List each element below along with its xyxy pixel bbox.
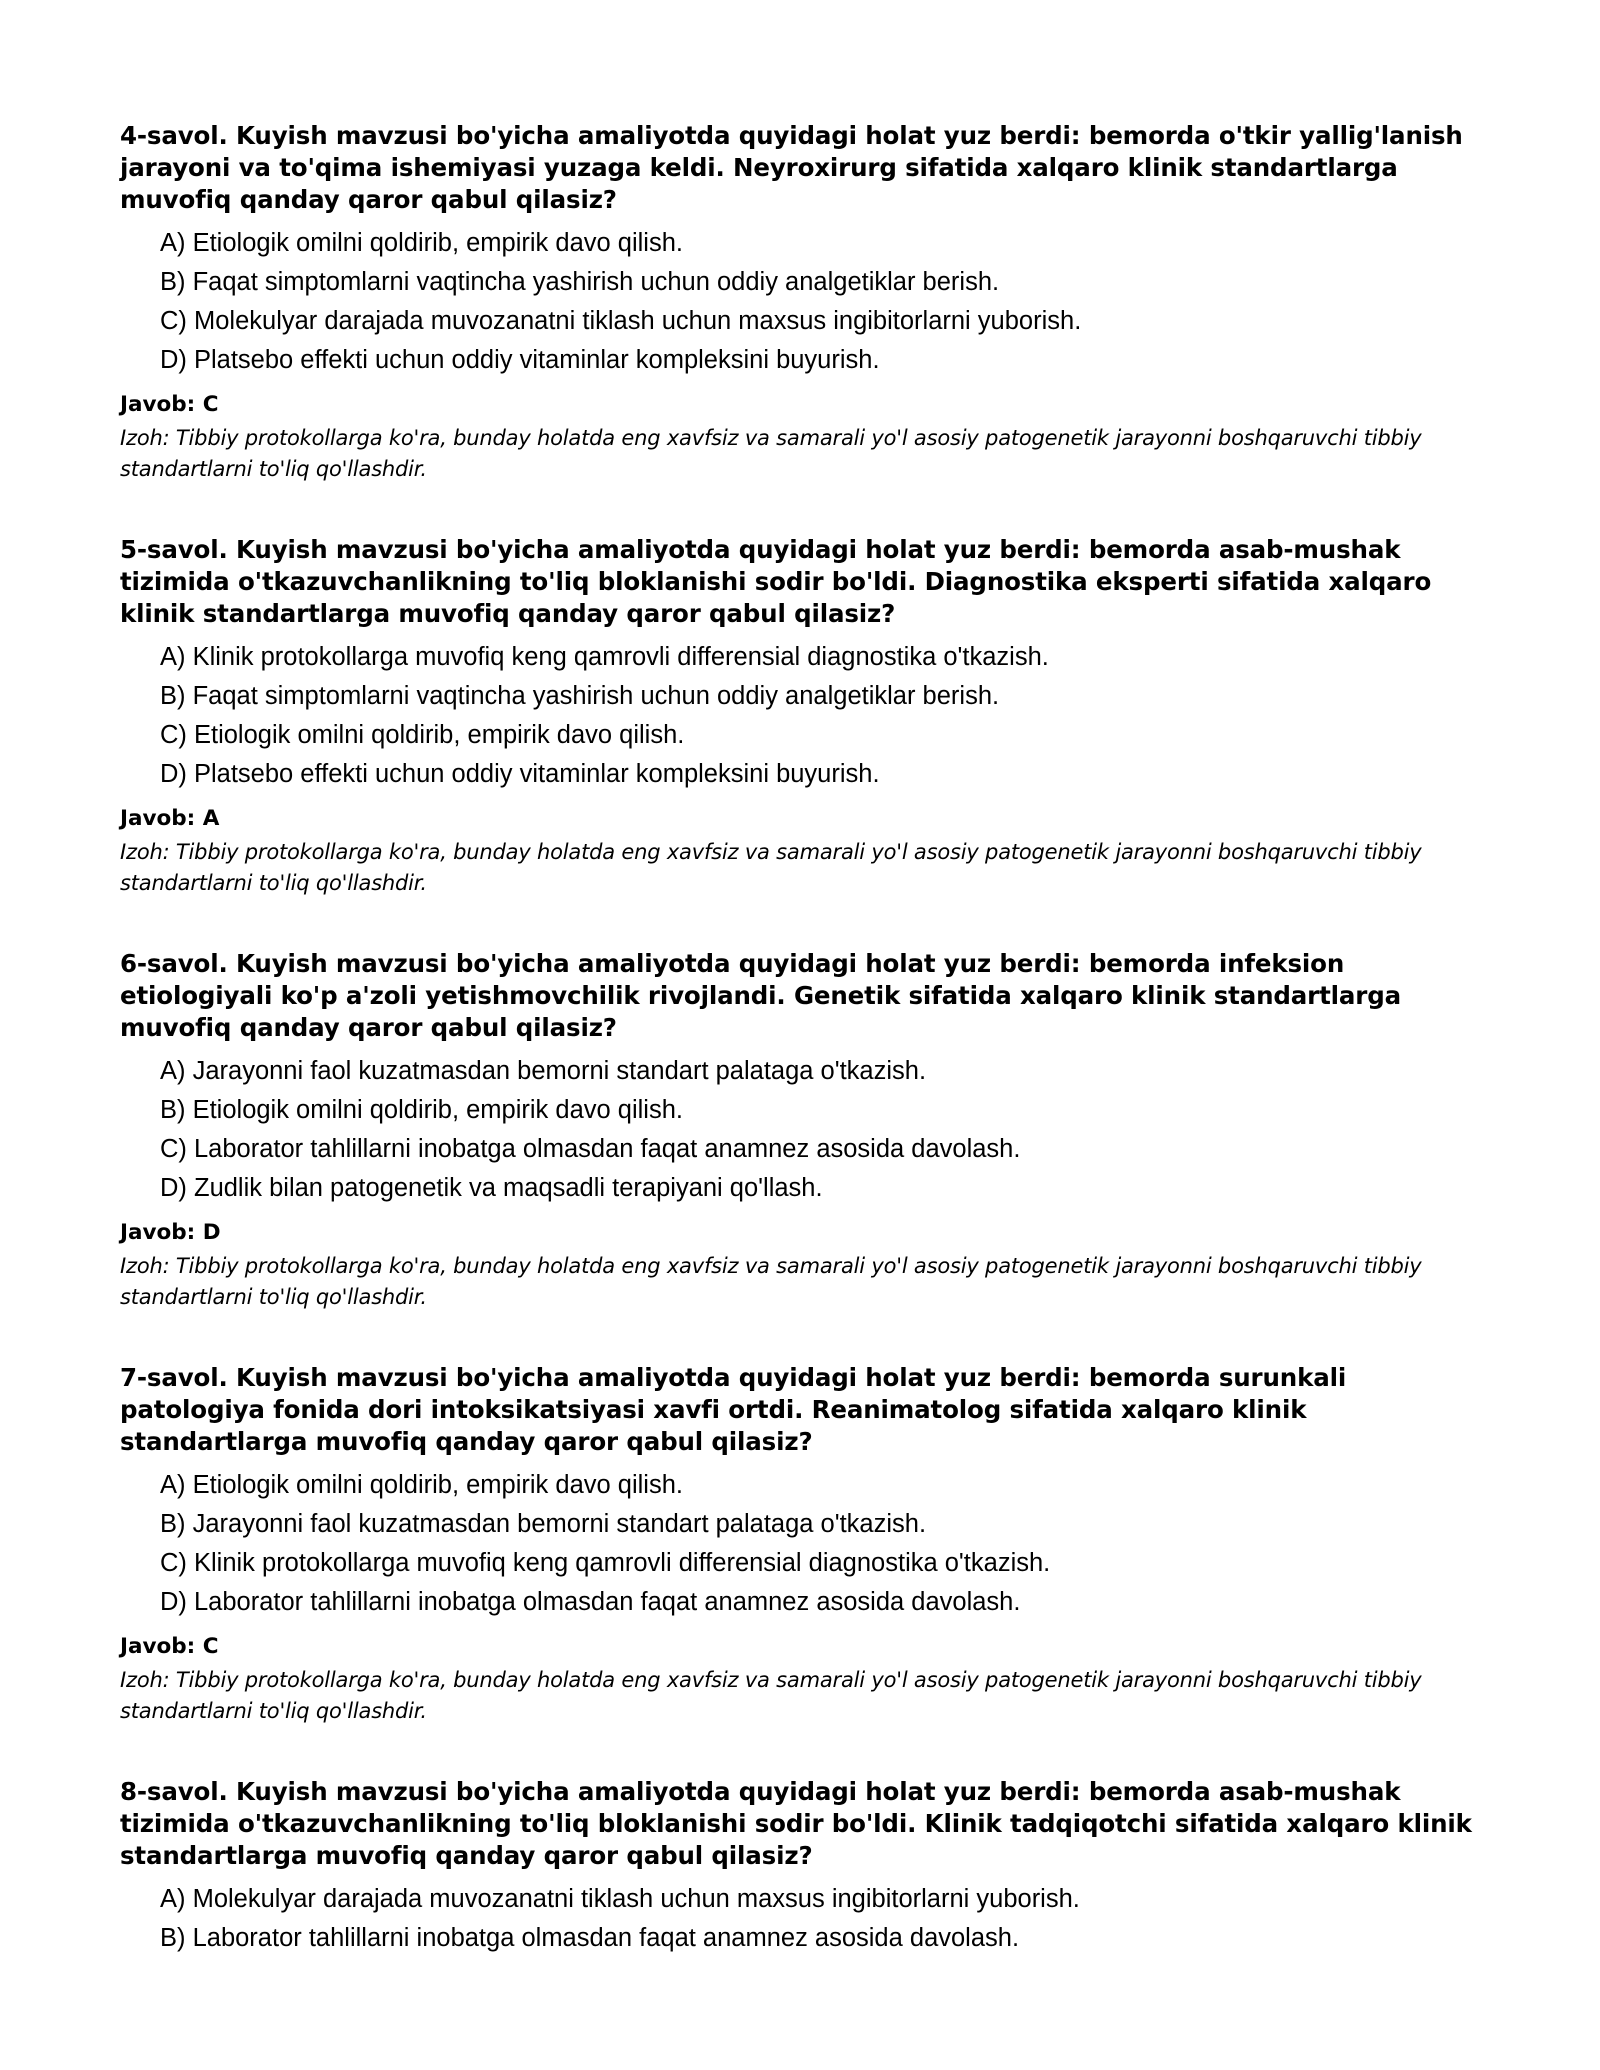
explanation-note: Izoh: Tibbiy protokollarga ko'ra, bunday holatda eng xavfsiz va samarali yo'l asosiy patogenetik jarayonni boshqaruvchi tibbiy standartlarni to'liq qo'llashdir. bbox=[120, 840, 1422, 895]
question-text: 5-savol. Kuyish mavzusi bo'yicha amaliyotda quyidagi holat yuz berdi: bemorda asab-mushak tizimida o'tkazuvchanlikning to'liq bloklanishi sodir bo'ldi. Diagnostika eksperti sifatida xalqaro klinik standartlarga muvofiq qanday qaror qabul qilasiz? bbox=[120, 535, 1432, 628]
options-list bbox=[120, 1466, 1480, 1622]
options-list bbox=[120, 1052, 1480, 1208]
option-d: D) Zudlik bilan patogenetik va maqsadli terapiyani qo'llash. bbox=[160, 1174, 823, 1202]
question-text: 6-savol. Kuyish mavzusi bo'yicha amaliyotda quyidagi holat yuz berdi: bemorda infeksion etiologiyali ko'p a'zoli yetishmovchilik rivojlandi. Genetik sifatida xalqaro klinik standartlarga muvofiq qanday qaror qabul qilasiz? bbox=[120, 949, 1402, 1042]
question-text: 8-savol. Kuyish mavzusi bo'yicha amaliyotda quyidagi holat yuz berdi: bemorda asab-mushak tizimida o'tkazuvchanlikning to'liq bloklanishi sodir bo'ldi. Klinik tadqiqotchi sifatida xalqaro klinik standartlarga muvofiq qanday qaror qabul qilasiz? bbox=[120, 1777, 1472, 1870]
option-b: B) Jarayonni faol kuzatmasdan bemorni standart palataga o'tkazish. bbox=[160, 1510, 927, 1538]
option-a: A) Etiologik omilni qoldirib, empirik davo qilish. bbox=[160, 229, 683, 257]
options-list bbox=[120, 638, 1480, 794]
question-block-6 bbox=[120, 948, 1480, 1313]
answer-label: Javob: C bbox=[120, 392, 219, 417]
question-block-8 bbox=[120, 1776, 1480, 1958]
options-list bbox=[120, 1880, 1480, 1958]
options-list bbox=[120, 224, 1480, 380]
option-c: C) Molekulyar darajada muvozanatni tiklash uchun maxsus ingibitorlarni yuborish. bbox=[160, 307, 1082, 335]
option-a: A) Etiologik omilni qoldirib, empirik davo qilish. bbox=[160, 1471, 683, 1499]
option-a: A) Jarayonni faol kuzatmasdan bemorni standart palataga o'tkazish. bbox=[160, 1057, 927, 1085]
question-block-5 bbox=[120, 534, 1480, 899]
question-text: 4-savol. Kuyish mavzusi bo'yicha amaliyotda quyidagi holat yuz berdi: bemorda o'tkir yallig'lanish jarayoni va to'qima ishemiyasi yuzaga keldi. Neyroxirurg sifatida xalqaro klinik standartlarga muvofiq qanday qaror qabul qilasiz? bbox=[120, 121, 1463, 214]
option-b: B) Laborator tahlillarni inobatga olmasdan faqat anamnez asosida davolash. bbox=[160, 1924, 1020, 1952]
explanation-note: Izoh: Tibbiy protokollarga ko'ra, bunday holatda eng xavfsiz va samarali yo'l asosiy patogenetik jarayonni boshqaruvchi tibbiy standartlarni to'liq qo'llashdir. bbox=[120, 426, 1422, 481]
option-d: D) Platsebo effekti uchun oddiy vitaminlar kompleksini buyurish. bbox=[160, 346, 880, 374]
document-page bbox=[120, 120, 1480, 2007]
question-block-4 bbox=[120, 120, 1480, 485]
explanation-note: Izoh: Tibbiy protokollarga ko'ra, bunday holatda eng xavfsiz va samarali yo'l asosiy patogenetik jarayonni boshqaruvchi tibbiy standartlarni to'liq qo'llashdir. bbox=[120, 1254, 1422, 1309]
option-c: C) Etiologik omilni qoldirib, empirik davo qilish. bbox=[160, 721, 685, 749]
option-a: A) Molekulyar darajada muvozanatni tiklash uchun maxsus ingibitorlarni yuborish. bbox=[160, 1885, 1080, 1913]
answer-label: Javob: A bbox=[120, 806, 220, 831]
answer-label: Javob: D bbox=[120, 1220, 221, 1245]
option-b: B) Etiologik omilni qoldirib, empirik davo qilish. bbox=[160, 1096, 683, 1124]
answer-label: Javob: C bbox=[120, 1634, 219, 1659]
option-c: C) Klinik protokollarga muvofiq keng qamrovli differensial diagnostika o'tkazish. bbox=[160, 1549, 1051, 1577]
option-a: A) Klinik protokollarga muvofiq keng qamrovli differensial diagnostika o'tkazish. bbox=[160, 643, 1049, 671]
question-text: 7-savol. Kuyish mavzusi bo'yicha amaliyotda quyidagi holat yuz berdi: bemorda surunkali patologiya fonida dori intoksikatsiyasi xavfi ortdi. Reanimatolog sifatida xalqaro klinik standartlarga muvofiq qanday qaror qabul qilasiz? bbox=[120, 1363, 1347, 1456]
option-d: D) Platsebo effekti uchun oddiy vitaminlar kompleksini buyurish. bbox=[160, 760, 880, 788]
explanation-note: Izoh: Tibbiy protokollarga ko'ra, bunday holatda eng xavfsiz va samarali yo'l asosiy patogenetik jarayonni boshqaruvchi tibbiy standartlarni to'liq qo'llashdir. bbox=[120, 1668, 1422, 1723]
question-block-7 bbox=[120, 1362, 1480, 1727]
option-b: B) Faqat simptomlarni vaqtincha yashirish uchun oddiy analgetiklar berish. bbox=[160, 268, 1000, 296]
option-c: C) Laborator tahlillarni inobatga olmasdan faqat anamnez asosida davolash. bbox=[160, 1135, 1021, 1163]
option-d: D) Laborator tahlillarni inobatga olmasdan faqat anamnez asosida davolash. bbox=[160, 1588, 1021, 1616]
option-b: B) Faqat simptomlarni vaqtincha yashirish uchun oddiy analgetiklar berish. bbox=[160, 682, 1000, 710]
